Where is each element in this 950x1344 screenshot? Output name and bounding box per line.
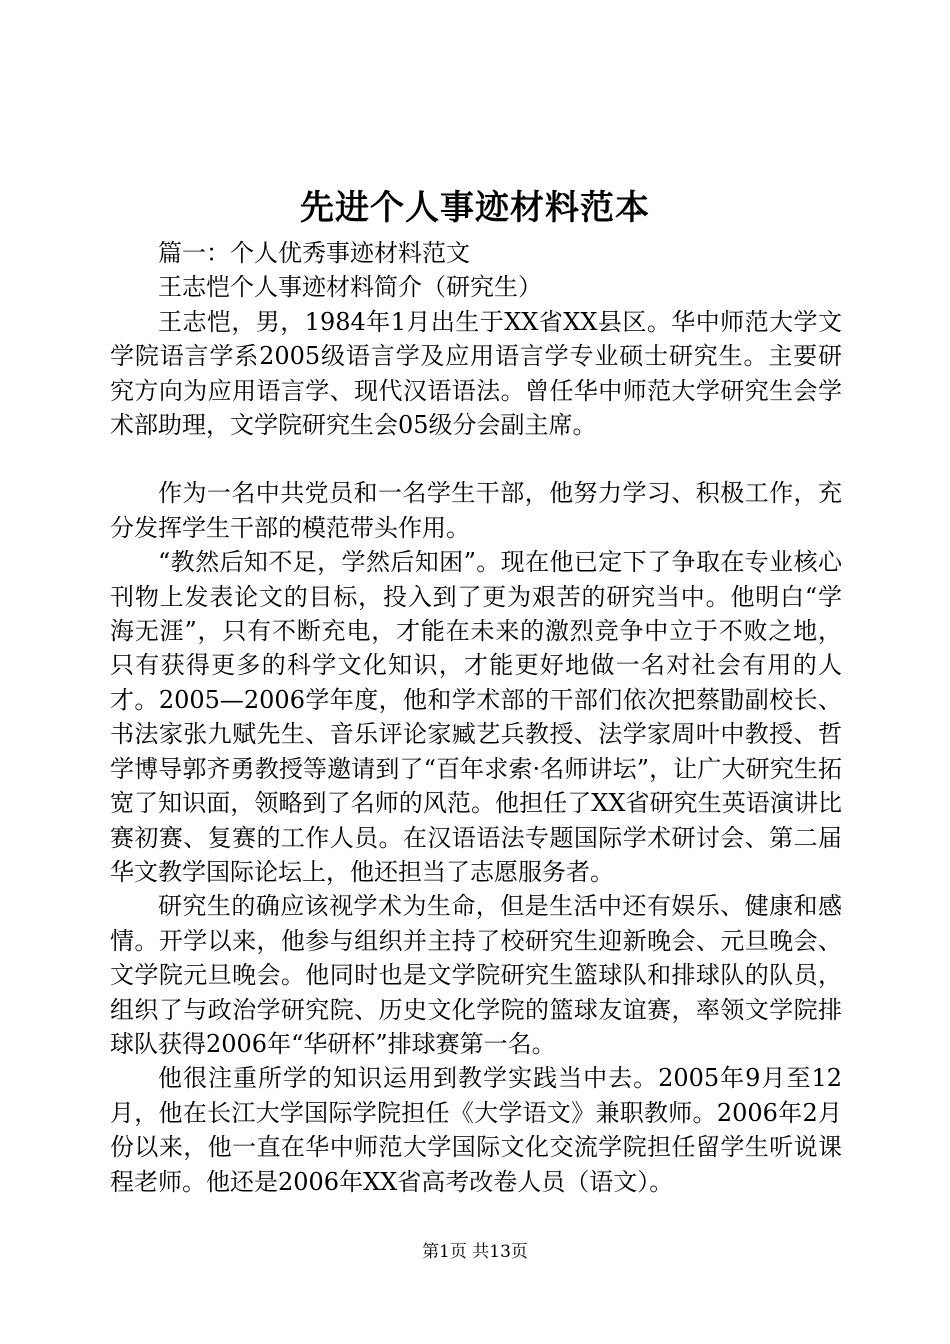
document-title: 先进个人事迹材料范本 bbox=[300, 188, 650, 228]
paragraph-academic: “教然后知不足，学然后知困”。现在他已定下了争取在专业核心刊物上发表论文的目标，投入到了更为艰苦的研究当中。他明白“学海无涯”，只有不断充电，才能在未来的激烈竞争中立于不败之地，只有获得更多的科学文化知识，才能更好地做一名对社会有用的人才。2005—2006学年度，他和学术部的干部们依次把蔡勖副校长、书法家张九赋先生、音乐评论家臧艺兵教授、法学家周叶中教授、哲学博导郭齐勇教授等邀请到了“百年求索·名师讲坛”，让广大研究生拓宽了知识面，领略到了名师的风范。他担任了XX省研究生英语演讲比赛初赛、复赛的工作人员。在汉语语法专题国际学术研讨会、第二届华文教学国际论坛上，他还担当了志愿服务者。 bbox=[110, 548, 842, 886]
subsection-heading: 王志恺个人事迹材料简介（研究生） bbox=[158, 273, 542, 302]
page-footer bbox=[0, 1241, 950, 1263]
page-total: 共13页 bbox=[472, 1242, 528, 1262]
document-body bbox=[110, 236, 842, 1199]
paragraph-teaching: 他很注重所学的知识运用到教学实践当中去。2005年9月至12月，他在长江大学国际学院担任《大学语文》兼职教师。2006年2月份以来，他一直在华中师范大学国际文化交流学院担任留学生听说课程老师。他还是2006年XX省高考改卷人员（语文）。 bbox=[110, 1064, 842, 1196]
section-heading: 篇一：个人优秀事迹材料范文 bbox=[158, 239, 470, 267]
paragraph-life: 研究生的确应该视学术为生命，但是生活中还有娱乐、健康和感情。开学以来，他参与组织并主持了校研究生迎新晚会、元旦晚会、文学院元旦晚会。他同时也是文学院研究生篮球队和排球队的队员，组织了与政治学研究院、历史文化学院的篮球友谊赛，率领文学院排球队获得2006年“华研杯”排球赛第一名。 bbox=[110, 892, 842, 1058]
paragraph-party-member: 作为一名中共党员和一名学生干部，他努力学习、积极工作，充分发挥学生干部的模范带头作用。 bbox=[110, 479, 842, 542]
paragraph-intro: 王志恺，男，1984年1月出生于XX省XX县区。华中师范大学文学院语言学系2005级语言学及应用语言学专业硕士研究生。主要研究方向为应用语言学、现代汉语语法。曾任华中师范大学研究生会学术部助理，文学院研究生会05级分会副主席。 bbox=[110, 307, 842, 440]
page-number: 第1页 bbox=[422, 1242, 467, 1262]
